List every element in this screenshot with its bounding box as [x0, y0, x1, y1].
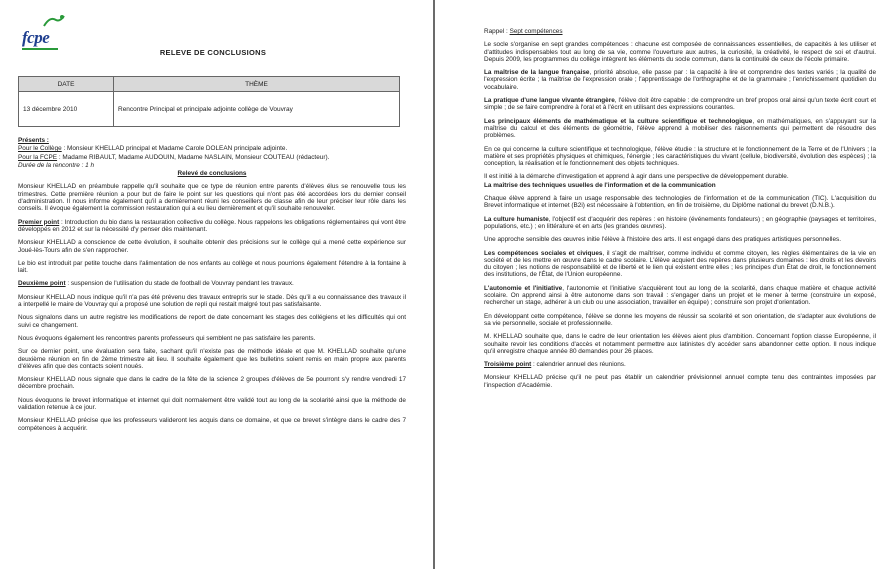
paragraph: Monsieur KHELLAD a conscience de cette évolution, il souhaite obtenir des précisions sur le collège qui a mené cette expérience sur Joué-lès-Tours afin de s'en rapprocher.: [18, 239, 406, 254]
paragraph: Monsieur KHELLAD nous indique qu'il n'a pas été prévenu des travaux entrepris sur le stade. Dès qu'il a eu connaissance des travaux il a interpellé le maire de Vouvray qui a proposé une solution de repli qui restait malgré tout pas satisfaisante.: [18, 293, 406, 309]
competence-paragraph: [484, 250, 876, 279]
header-date: DATE: [19, 77, 114, 92]
left-body: [18, 137, 406, 438]
paragraph: Monsieur KHELLAD nous signale que dans le cadre de la fête de la science 2 groupes d'élèves de 5e pourront s'y rendre vendredi 17 décembre prochain.: [18, 376, 406, 391]
paragraph: Nous évoquons le brevet informatique et internet qui doit normalement être validé tout au long de la scolarité ainsi que la méthode de validation retenue à ce jour.: [18, 396, 406, 412]
paragraph: Le bio est introduit par petite touche dans l'alimentation de nos enfants au collège et nous pourrions également l'étendre à la fontaine à lait.: [18, 259, 406, 275]
presents-heading: Présents :: [18, 137, 49, 144]
paragraph: Nous évoquons également les rencontres parents professeurs qui semblent ne pas satisfaire les parents.: [18, 334, 316, 342]
rappel-text: Sept compétences: [509, 28, 563, 35]
header-theme: THÈME: [114, 77, 400, 92]
fcpe-line: [18, 154, 406, 161]
paragraph: Sur ce dernier point, une évaluation sera faite, sachant qu'il n'existe pas de méthode idéale et que M. KHELLAD souhaite qu'une deuxième réunion en fin de 2ème trimestre ait lieu. Il souhaite également que les bulletins soient remis en main propre aux parents d'élèves afin que des contacts soient noués.: [18, 348, 406, 370]
paragraph: Il est initié à la démarche d'investigation et apprend à agir dans une perspective de développement durable.: [484, 173, 789, 181]
rappel-line: [484, 28, 876, 35]
page-divider: [426, 0, 444, 569]
competence-label: Les principaux éléments de mathématique et la culture scientifique et technologique: [484, 117, 753, 125]
point2-text: : suspension de l'utilisation du stade de football de Vouvray pendant les travaux.: [65, 280, 294, 288]
document-title: RELEVE DE CONCLUSIONS: [159, 48, 267, 57]
competence-text: , l'autonomie et l'initiative s'acquièrent tout au long de la scolarité, dans chaque matière et chaque activité scolaire. On apprend ainsi à être autonome dans son travail : s'engager dans un projet et le mener à terme (construire un exposé, rechercher un stage, adhérer à un club ou une association, travailler en équipe) ; construire son projet d'orientation.: [484, 284, 876, 307]
point1-paragraph: [18, 219, 406, 234]
competence-paragraph: [484, 69, 876, 91]
paragraph: En ce qui concerne la culture scientifique et technologique, l'élève étudie : la structure et le fonctionnement de la Terre et de l'Univers ; la matière et ses propriétés physiques et chimiques, l'énergie ; les caractéristiques du vivant (cellule, biodiversité, évolution des espèces) ; la conception, la réalisation et le fonctionnement des objets techniques.: [484, 145, 876, 168]
paragraph: Chaque élève apprend à faire un usage responsable des technologies de l'information et de la communication (TIC). L'acquisition du Brevet informatique et internet (B2i) est nécessaire à l'obtention, en fin de troisième, du Diplôme national du brevet (D.N.B.).: [484, 195, 876, 210]
competence-heading: La maîtrise des techniques usuelles de l'information et de la communication: [484, 181, 716, 189]
competence-label: La culture humaniste: [484, 215, 549, 223]
point3-label: Troisième point: [484, 361, 532, 369]
college-text: : Monsieur KHELLAD principal et Madame Carole DOLEAN principale adjointe.: [61, 145, 288, 153]
competence-text: , l'élève doit être capable : de comprendre un bref propos oral ainsi qu'un texte écrit court et simple ; de se faire comprendre à l'oral et à l'écrit en utilisant des expressions courantes.: [484, 97, 876, 112]
right-body: [484, 28, 876, 395]
duration: Durée de la rencontre : 1 h: [18, 161, 95, 169]
fcpe-logo: [22, 14, 66, 48]
cell-theme: Rencontre Principal et principale adjointe collège de Vouvray: [114, 92, 400, 127]
college-label: Pour le Collège: [18, 145, 62, 153]
table-header-row: [19, 77, 400, 92]
cell-date: 13 décembre 2010: [19, 92, 114, 127]
point1-label: Premier point: [18, 218, 60, 226]
rappel-label: Rappel :: [484, 28, 510, 35]
paragraph: Nous signalons dans un autre registre les modifications de report de date concernant les stages des collégiens et les difficultés qui ont suivi ce changement.: [18, 314, 406, 329]
point2-paragraph: [18, 280, 406, 287]
college-line: [18, 145, 406, 152]
competence-paragraph: [484, 118, 876, 140]
competence-label: La maîtrise de la langue française: [484, 69, 590, 77]
point3-paragraph: [484, 361, 876, 368]
logo-text: fcpe: [22, 28, 50, 47]
point1-text: : Introduction du bio dans la restauration collective du collège. Nous rappelons les obligations réglementaires qui vont être développés en 2012 et sur la nécessité d'y penser dès maintenant.: [18, 218, 406, 233]
paragraph: Le socle s'organise en sept grandes compétences : chacune est composée de connaissances essentielles, de capacités à les utiliser et d'attitudes indispensables tout au long de sa vie, comme l'ouverture aux autres, la curiosité, la créativité, le respect de soi et d'autrui. Depuis 2009, les programmes du collège intègrent les éléments du socle commun, dans la continuité de ceux de l'école primaire.: [484, 41, 876, 63]
table-row: [19, 92, 400, 127]
fcpe-text: : Madame RIBAULT, Madame AUDOUIN, Madame NASLAIN, Monsieur COUTEAU (rédacteur).: [57, 153, 330, 161]
section-heading: Relevé de conclusions: [177, 170, 247, 178]
competence-text: , en mathématiques, en s'appuyant sur la maîtrise du calcul et des éléments de géométrie, l'élève apprend à mobiliser des raisonnements qui permettent de résoudre des problèmes.: [484, 117, 876, 140]
point3-text: : calendrier annuel des réunions.: [531, 361, 626, 369]
paragraph: M. KHELLAD souhaite que, dans le cadre de leur orientation les élèves aient plus d'ambition. Concernant l'option classe Européenne, il souhaite revoir les conditions d'accès et notamment permettre aux latinistes d'y accéder sans abandonner cette option. Il nous indique qu'il enregistre chaque année 80 demandes pour 26 places.: [484, 333, 876, 355]
left-page: [0, 0, 426, 569]
competence-text: , priorité absolue, elle passe par : la capacité à lire et comprendre des textes variés ; la qualité de l'expression écrite ; la maîtrise de l'expression orale ; l'apprentissage de l'orthographe et de la grammaire ; l'enrichissement quotidien du vocabulaire.: [484, 69, 876, 91]
competence-paragraph: [484, 216, 876, 231]
paragraph: Monsieur KHELLAD précise qu'il ne peut pas établir un calendrier prévisionnel annuel compte tenu des contraintes imposées par l'inspection d'Académie.: [484, 374, 876, 389]
competence-label: La pratique d'une langue vivante étrangère: [484, 97, 615, 105]
point2-label: Deuxième point: [18, 280, 66, 288]
paragraph: Monsieur KHELLAD en préambule rappelle qu'il souhaite que ce type de réunion entre parents d'élèves élus se renouvelle tous les trimestres. Cette première réunion a pour but de faire le point sur les questions qui n'ont pas été accordées lors du dernier conseil d'administration. Il nous informe également qu'il a dernièrement réuni les conseillers de classe afin de leur préciser leur rôle dans les conseils. Il évoque également la commission restauration qui a eu lieu dernièrement et qu'il souhaite renouveler.: [18, 183, 406, 213]
competence-text: , l'objectif est d'acquérir des repères : en histoire (événements fondateurs) ; en géographie (paysages et territoires, populations, etc.) ; en littérature et en arts (les grandes œuvres).: [484, 215, 876, 230]
competence-label: Les compétences sociales et civiques: [484, 249, 603, 257]
competence-label: L'autonomie et l'initiative: [484, 284, 563, 292]
fcpe-label: Pour la FCPE: [18, 153, 58, 161]
competence-paragraph: [484, 285, 876, 307]
paragraph: En développant cette compétence, l'élève se donne les moyens de réussir sa scolarité et son orientation, de s'adapter aux évolutions de sa vie personnelle, sociale et professionnelle.: [484, 312, 876, 327]
paragraph: Monsieur KHELLAD précise que les professeurs valideront les acquis dans ce domaine, et que ce brevet s'intègre dans le cadre des 7 compétences à acquérir.: [18, 417, 406, 432]
right-page: [444, 0, 876, 569]
competence-text: , il s'agit de maîtriser, comme individu et comme citoyen, les règles élémentaires de la vie en société et de les mettre en œuvre dans le cadre scolaire. L'élève acquiert des repères dans plusieurs domaines : les droits et les devoirs du citoyen ; les notions de responsabilité et de liberté et le lien qui existent entre elles ; les principes d'un État de droit, le fonctionnement des institutions, de l'État, de l'Union européenne.: [484, 249, 876, 279]
paragraph: Une approche sensible des œuvres initie l'élève à l'histoire des arts. Il est engagé dans des pratiques artistiques personnelles.: [484, 236, 841, 244]
competence-paragraph: [484, 97, 876, 112]
logo-swirl-icon: [42, 14, 66, 28]
meta-table: [18, 76, 400, 127]
